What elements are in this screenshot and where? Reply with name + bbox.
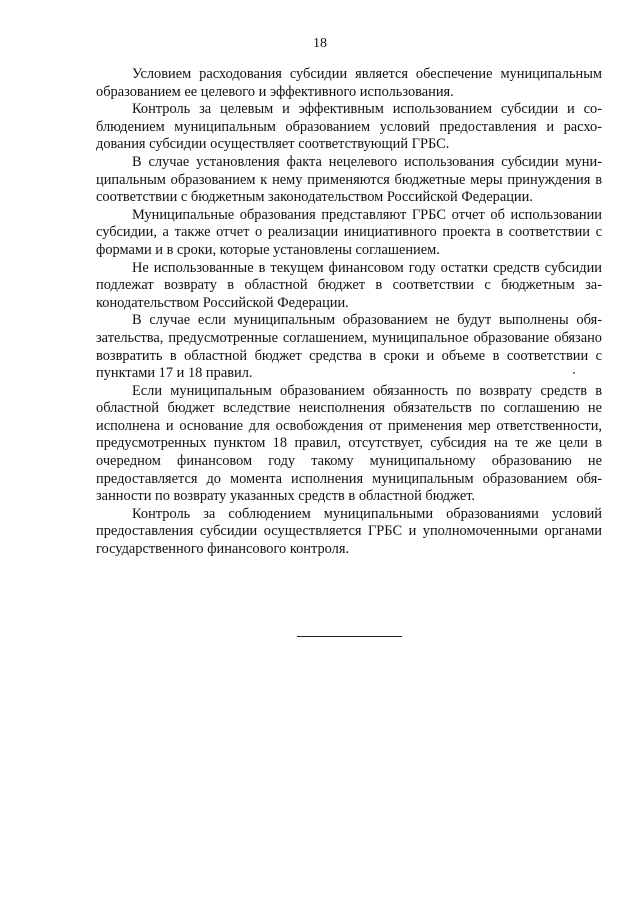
document-body: [96, 66, 602, 559]
paragraph: Контроль за целевым и эффективным использованием субсидии и соблюдением муниципальным образованием условий предоставления и расходования субсидии осуществляет соответствующий ГРБС.: [96, 101, 602, 153]
paragraph: Муниципальные образования представляют ГРБС отчет об использовании субсидии, а также отчет о реализации инициативного проекта в соответствии с формами и в сроки, которые установлены соглашением.: [96, 206, 602, 258]
paragraph: Если муниципальным образованием обязанность по возврату средств в областной бюджет вследствие неисполнения обязательств по соглашению не исполнена и основание для освобождения от применения мер ответственности, предусмотренных пунктом 18 правил, отсутствует, субсидия на те же цели в очередном финансовом году такому муниципальному образованию не предоставляется до момента исполнения муниципальным образованием обязанности по возврату указанных средств в областной бюджет.: [96, 382, 602, 505]
paragraph: В случае если муниципальным образованием не будут выполнены обязательства, предусмотренные соглашением, муниципальное образование обязано возвратить в областной бюджет средства в сроки и объеме в соответствии с пунктами 17 и 18 правил.: [96, 312, 602, 382]
paragraph: Условием расходования субсидии является обеспечение муниципальным образованием ее целевого и эффективного использования.: [96, 66, 602, 100]
page-number: 18: [313, 36, 327, 51]
end-divider: [297, 636, 402, 637]
paragraph: В случае установления факта нецелевого использования субсидии муниципальным образованием к нему применяются бюджетные меры принуждения в соответствии с бюджетным законодательством Российской Федерации.: [96, 153, 602, 206]
paragraph: Не использованные в текущем финансовом году остатки средств субсидии подлежат возврату в областной бюджет в соответствии с бюджетным законодательством Российской Федерации.: [96, 259, 602, 311]
paragraph: Контроль за соблюдением муниципальными образованиями условий предоставления субсидии осуществляется ГРБС и уполномоченными органами государственного финансового контроля.: [96, 505, 602, 558]
scan-speck: [573, 372, 575, 374]
